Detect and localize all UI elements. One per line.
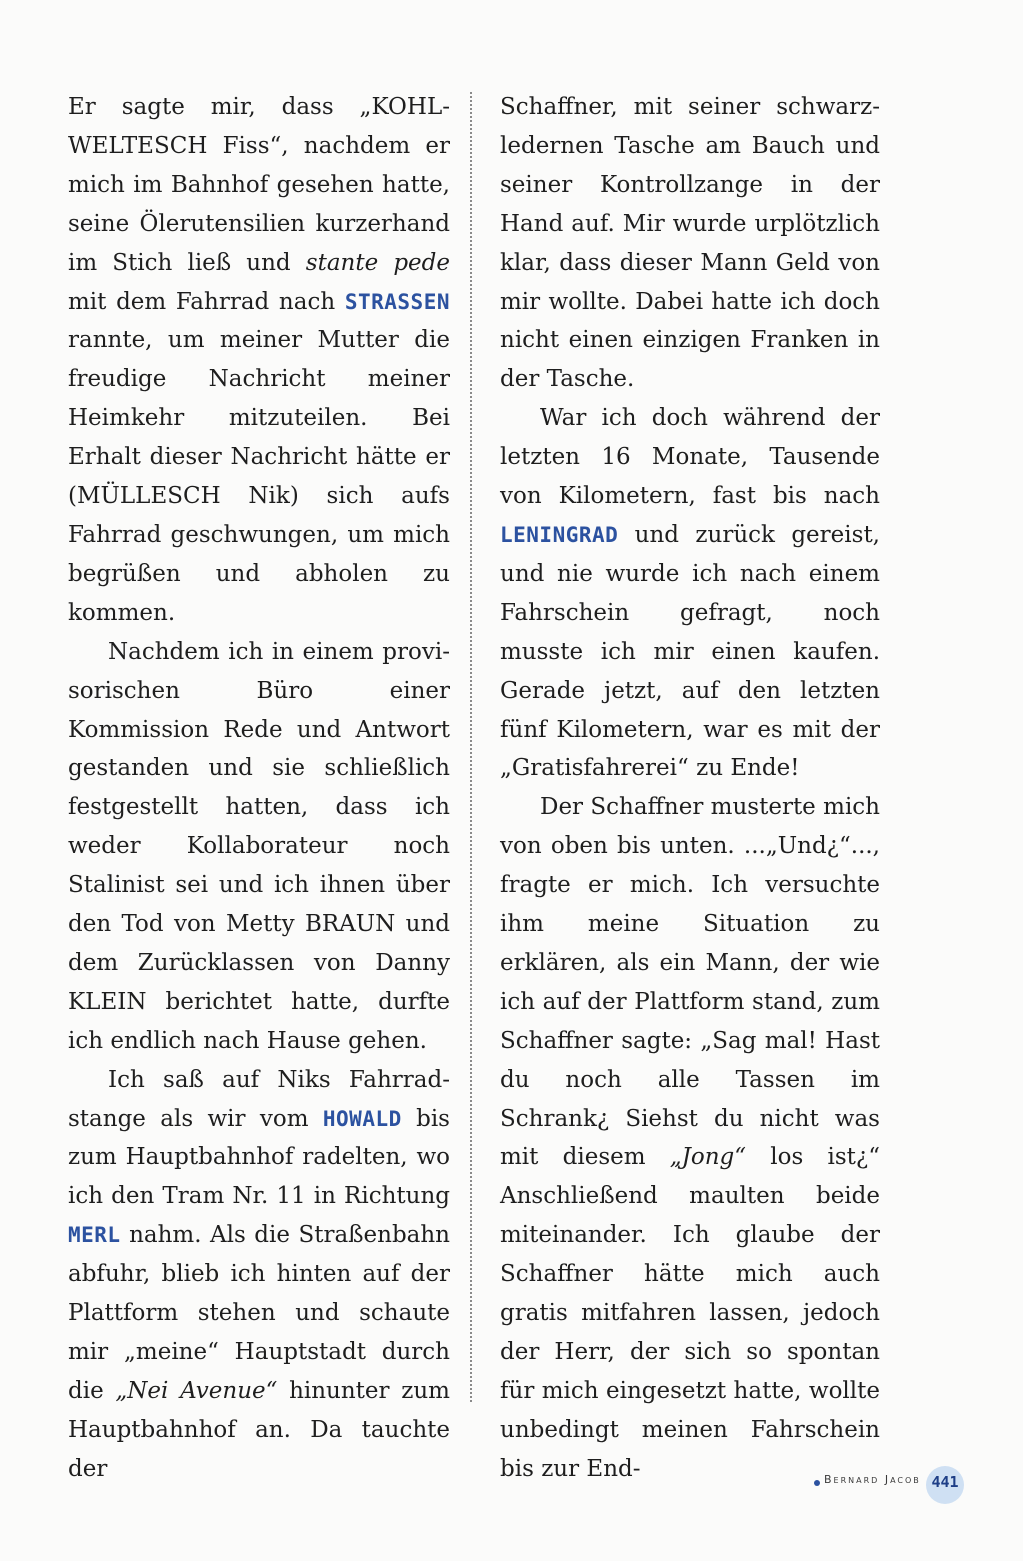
street-name: „Nei Avenue“ — [115, 1377, 278, 1404]
place-name: HOWALD — [322, 1106, 402, 1131]
place-name: STRASSEN — [344, 289, 450, 314]
paragraph: Schaffner, mit seiner schwarzledernen Tasche am Bauch und seiner Kontrollzange in der Hand auf. Mir wurde urplötzlich klar, dass dieser Mann Geld von mir wollte. Dabei hatte ich doch nicht einen einzigen Franken in der Tasche. — [500, 94, 880, 393]
bullet-icon — [814, 1480, 820, 1486]
column-divider — [470, 92, 472, 1402]
latin-phrase: stante pede — [305, 249, 451, 276]
place-name: MERL — [68, 1223, 121, 1248]
page-footer — [790, 1466, 980, 1506]
paragraph: Der Schaffner musterte mich von oben bis unten. ...„Und¿“..., fragte er mich. Ich versuchte ihm meine Situation zu erklären, als ein Mann, der wie ich auf der Plattform stand, zum Schaffner sagte: „Sag mal! Hast du noch alle Tassen im Schrank¿ Siehst du nicht was mit diesem „Jong“ los ist¿“ Anschließend maulten beide miteinander. Ich glaube der Schaffner hätte mich auch gratis mitfahren lassen, jedoch der Herr, der sich so spontan für mich eingesetzt hatte, wollte unbedingt meinen Fahrschein bis zur End- — [500, 794, 880, 1482]
paragraph: Nachdem ich in einem provisorischen Büro einer Kommission Rede und Antwort gestanden und sie schließlich festgestellt hatten, dass ich weder Kollaborateur noch Stalinist sei und ich ihnen über den Tod von Metty BRAUN und dem Zurücklassen von Danny KLEIN berichtet hatte, durfte ich endlich nach Hause gehen. — [68, 638, 450, 1054]
dialect-word: „Jong“ — [669, 1144, 747, 1171]
paragraph: Ich saß auf Niks Fahrradstange als wir vom HOWALD bis zum Hauptbahnhof radelten, wo ich den Tram Nr. 11 in Richtung MERL nahm. Als die Straßenbahn abfuhr, blieb ich hinten auf der Plattform stehen und schaute mir „meine“ Hauptstadt durch die „Nei Avenue“ hinunter zum Hauptbahnhof an. Da tauchte der — [68, 1066, 450, 1482]
right-column — [500, 88, 880, 1489]
author-name: Bernard Jacob — [824, 1473, 921, 1486]
place-name: LENINGRAD — [500, 522, 619, 547]
page-number: 441 — [931, 1473, 959, 1491]
paragraph: War ich doch während der letzten 16 Monate, Tausende von Kilometern, fast bis nach LENINGRAD und zurück gereist, und nie wurde ich nach einem Fahrschein gefragt, noch musste ich mir einen kaufen. Gerade jetzt, auf den letzten fünf Kilometern, war es mit der „Gratisfahrerei“ zu Ende! — [500, 405, 880, 782]
left-column — [68, 88, 450, 1489]
paragraph: Er sagte mir, dass „KOHL-WELTESCH Fiss“, nachdem er mich im Bahnhof gesehen hatte, seine Ölerutensilien kurzerhand im Stich ließ und stante pede mit dem Fahrrad nach STRASSEN rannte, um meiner Mutter die freudige Nachricht meiner Heimkehr mitzuteilen. Bei Erhalt dieser Nachricht hätte er (MÜLLESCH Nik) sich aufs Fahrrad geschwungen, um mich begrüßen und abholen zu kommen. — [68, 94, 451, 626]
